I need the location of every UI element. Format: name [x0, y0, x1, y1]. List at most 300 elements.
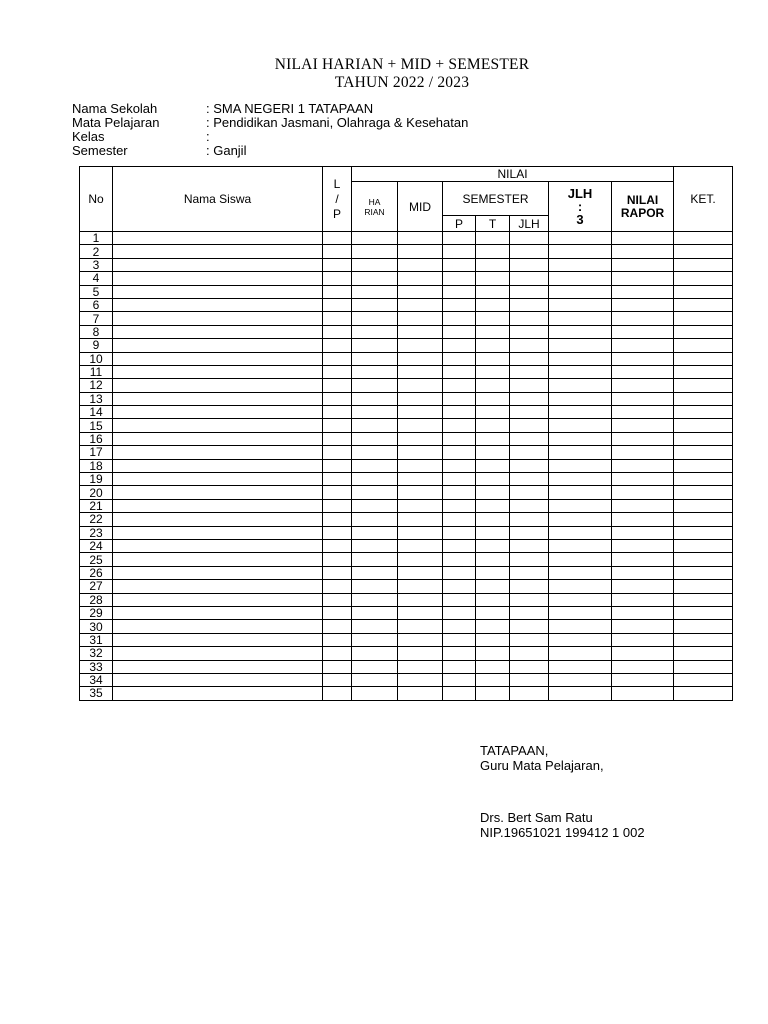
table-cell [398, 566, 443, 579]
table-cell [323, 473, 352, 486]
table-cell [674, 526, 733, 539]
table-cell [323, 232, 352, 245]
table-cell [612, 352, 674, 365]
table-cell [476, 539, 510, 552]
table-cell [352, 526, 398, 539]
header-nama-siswa: Nama Siswa [113, 167, 323, 232]
table-cell [398, 647, 443, 660]
table-cell [443, 352, 476, 365]
table-cell [323, 272, 352, 285]
header-nilai-rapor: NILAI RAPOR [612, 182, 674, 232]
table-cell [443, 473, 476, 486]
table-cell [398, 459, 443, 472]
table-cell [323, 687, 352, 700]
table-cell [674, 486, 733, 499]
grade-table [79, 166, 733, 701]
table-cell [323, 673, 352, 686]
table-cell [113, 620, 323, 633]
table-cell [612, 647, 674, 660]
table-cell [398, 432, 443, 445]
table-cell [476, 312, 510, 325]
table-cell [549, 513, 612, 526]
table-cell [674, 580, 733, 593]
row-number: 27 [80, 580, 113, 593]
table-cell [443, 419, 476, 432]
table-row [80, 620, 733, 633]
table-cell [612, 580, 674, 593]
row-number: 16 [80, 432, 113, 445]
table-cell [476, 298, 510, 311]
table-cell [113, 673, 323, 686]
table-cell [612, 593, 674, 606]
table-cell [476, 606, 510, 619]
table-cell [443, 312, 476, 325]
table-cell [612, 258, 674, 271]
table-cell [323, 379, 352, 392]
table-row [80, 660, 733, 673]
table-cell [113, 459, 323, 472]
table-cell [549, 459, 612, 472]
table-cell [476, 620, 510, 633]
table-cell [323, 660, 352, 673]
table-cell [352, 580, 398, 593]
table-cell [674, 352, 733, 365]
table-cell [612, 312, 674, 325]
table-row [80, 473, 733, 486]
table-cell [612, 473, 674, 486]
table-cell [549, 526, 612, 539]
table-cell [323, 432, 352, 445]
table-cell [476, 419, 510, 432]
row-number: 21 [80, 499, 113, 512]
table-cell [113, 633, 323, 646]
table-row [80, 339, 733, 352]
table-cell [443, 339, 476, 352]
table-row [80, 365, 733, 378]
table-cell [510, 459, 549, 472]
table-cell [549, 580, 612, 593]
table-cell [398, 258, 443, 271]
table-cell [443, 526, 476, 539]
table-cell [352, 379, 398, 392]
table-cell [549, 406, 612, 419]
table-cell [398, 660, 443, 673]
table-cell [398, 298, 443, 311]
table-cell [113, 379, 323, 392]
table-cell [476, 473, 510, 486]
table-cell [510, 298, 549, 311]
row-number: 23 [80, 526, 113, 539]
header-t: T [476, 216, 510, 232]
table-cell [113, 419, 323, 432]
table-cell [476, 392, 510, 405]
table-cell [113, 392, 323, 405]
table-cell [323, 580, 352, 593]
table-cell [476, 633, 510, 646]
table-cell [549, 272, 612, 285]
table-cell [549, 660, 612, 673]
table-cell [612, 339, 674, 352]
table-row [80, 606, 733, 619]
table-cell [549, 352, 612, 365]
table-cell [549, 473, 612, 486]
row-number: 20 [80, 486, 113, 499]
table-cell [443, 406, 476, 419]
table-cell [476, 446, 510, 459]
signature-place: TATAPAAN, [480, 743, 549, 758]
table-cell [549, 553, 612, 566]
header-no: No [80, 167, 113, 232]
table-cell [476, 325, 510, 338]
table-cell [443, 459, 476, 472]
header-lp: L / P [323, 167, 352, 232]
table-cell [352, 419, 398, 432]
table-cell [352, 513, 398, 526]
table-cell [398, 580, 443, 593]
info-label: Nama Sekolah [72, 101, 158, 116]
table-cell [612, 499, 674, 512]
table-cell [113, 553, 323, 566]
table-cell [476, 647, 510, 660]
table-cell [113, 473, 323, 486]
table-cell [398, 365, 443, 378]
table-cell [352, 473, 398, 486]
table-cell [352, 432, 398, 445]
table-cell [443, 432, 476, 445]
table-cell [674, 232, 733, 245]
table-cell [113, 432, 323, 445]
row-number: 11 [80, 365, 113, 378]
table-cell [476, 232, 510, 245]
table-cell [398, 379, 443, 392]
table-cell [510, 325, 549, 338]
table-cell [674, 446, 733, 459]
header-ket: KET. [674, 167, 733, 232]
table-cell [113, 232, 323, 245]
table-cell [510, 352, 549, 365]
table-cell [510, 566, 549, 579]
table-cell [612, 232, 674, 245]
table-cell [549, 232, 612, 245]
table-cell [323, 566, 352, 579]
table-cell [510, 232, 549, 245]
header-nilai: NILAI [352, 167, 674, 182]
table-cell [113, 499, 323, 512]
table-cell [510, 379, 549, 392]
table-cell [323, 513, 352, 526]
table-cell [352, 633, 398, 646]
table-cell [674, 272, 733, 285]
table-cell [352, 539, 398, 552]
info-label: Kelas [72, 129, 105, 144]
header-mid: MID [398, 182, 443, 232]
table-row [80, 459, 733, 472]
table-cell [113, 593, 323, 606]
table-cell [113, 687, 323, 700]
table-cell [323, 647, 352, 660]
table-cell [674, 673, 733, 686]
table-row [80, 392, 733, 405]
table-cell [476, 593, 510, 606]
table-cell [398, 272, 443, 285]
table-cell [398, 687, 443, 700]
table-cell [323, 365, 352, 378]
table-cell [443, 272, 476, 285]
table-cell [352, 593, 398, 606]
table-cell [443, 687, 476, 700]
table-cell [674, 419, 733, 432]
table-cell [674, 258, 733, 271]
table-cell [476, 432, 510, 445]
table-cell [476, 673, 510, 686]
table-cell [352, 325, 398, 338]
table-cell [443, 620, 476, 633]
table-cell [113, 312, 323, 325]
table-cell [352, 298, 398, 311]
table-cell [443, 673, 476, 686]
row-number: 3 [80, 258, 113, 271]
table-cell [443, 486, 476, 499]
table-cell [443, 285, 476, 298]
table-cell [510, 499, 549, 512]
table-row [80, 232, 733, 245]
table-cell [674, 339, 733, 352]
row-number: 7 [80, 312, 113, 325]
table-cell [510, 606, 549, 619]
table-row [80, 352, 733, 365]
table-cell [674, 687, 733, 700]
table-row [80, 245, 733, 258]
table-cell [398, 633, 443, 646]
table-cell [510, 365, 549, 378]
table-cell [674, 539, 733, 552]
table-cell [476, 379, 510, 392]
table-cell [398, 553, 443, 566]
row-number: 18 [80, 459, 113, 472]
table-cell [612, 566, 674, 579]
row-number: 10 [80, 352, 113, 365]
table-cell [674, 513, 733, 526]
table-cell [398, 352, 443, 365]
table-cell [398, 513, 443, 526]
table-cell [443, 245, 476, 258]
table-cell [113, 566, 323, 579]
table-cell [612, 526, 674, 539]
table-cell [398, 620, 443, 633]
table-cell [352, 258, 398, 271]
table-cell [674, 312, 733, 325]
row-number: 24 [80, 539, 113, 552]
table-cell [352, 620, 398, 633]
table-row [80, 513, 733, 526]
table-cell [443, 232, 476, 245]
table-row [80, 539, 733, 552]
table-row [80, 298, 733, 311]
table-row [80, 312, 733, 325]
table-cell [510, 392, 549, 405]
table-cell [476, 459, 510, 472]
table-cell [476, 660, 510, 673]
document-title: NILAI HARIAN + MID + SEMESTER [274, 56, 530, 73]
table-cell [476, 687, 510, 700]
row-number: 1 [80, 232, 113, 245]
table-cell [113, 352, 323, 365]
row-number: 13 [80, 392, 113, 405]
row-number: 5 [80, 285, 113, 298]
header-harian: HA RIAN [352, 182, 398, 232]
table-cell [352, 232, 398, 245]
table-cell [510, 526, 549, 539]
signature-nip: NIP.19651021 199412 1 002 [480, 825, 645, 840]
table-cell [443, 647, 476, 660]
table-cell [323, 258, 352, 271]
table-cell [113, 406, 323, 419]
table-cell [323, 553, 352, 566]
table-cell [674, 473, 733, 486]
row-number: 26 [80, 566, 113, 579]
table-cell [352, 486, 398, 499]
table-cell [476, 365, 510, 378]
row-number: 9 [80, 339, 113, 352]
table-cell [113, 539, 323, 552]
row-number: 33 [80, 660, 113, 673]
table-cell [549, 687, 612, 700]
table-row [80, 432, 733, 445]
table-cell [323, 620, 352, 633]
table-cell [443, 446, 476, 459]
table-cell [352, 687, 398, 700]
table-cell [443, 365, 476, 378]
table-cell [398, 473, 443, 486]
table-row [80, 486, 733, 499]
table-cell [443, 580, 476, 593]
table-cell [352, 647, 398, 660]
table-cell [443, 258, 476, 271]
signature-role: Guru Mata Pelajaran, [480, 758, 604, 773]
table-cell [510, 473, 549, 486]
table-cell [398, 606, 443, 619]
table-cell [352, 365, 398, 378]
table-cell [443, 566, 476, 579]
table-cell [510, 432, 549, 445]
table-cell [398, 325, 443, 338]
table-cell [323, 325, 352, 338]
table-cell [113, 272, 323, 285]
info-value: : SMA NEGERI 1 TATAPAAN [206, 101, 374, 116]
table-cell [113, 647, 323, 660]
table-row [80, 379, 733, 392]
table-cell [510, 647, 549, 660]
table-row [80, 285, 733, 298]
table-row [80, 687, 733, 700]
table-cell [398, 285, 443, 298]
table-cell [352, 272, 398, 285]
row-number: 28 [80, 593, 113, 606]
table-cell [674, 392, 733, 405]
table-cell [323, 499, 352, 512]
table-cell [674, 298, 733, 311]
table-cell [549, 539, 612, 552]
table-cell [443, 325, 476, 338]
table-cell [323, 339, 352, 352]
table-cell [352, 459, 398, 472]
table-cell [323, 606, 352, 619]
table-cell [323, 446, 352, 459]
table-cell [612, 298, 674, 311]
table-cell [674, 499, 733, 512]
row-number: 19 [80, 473, 113, 486]
table-cell [443, 539, 476, 552]
table-cell [674, 365, 733, 378]
table-cell [113, 245, 323, 258]
table-cell [549, 606, 612, 619]
table-row [80, 272, 733, 285]
table-cell [323, 312, 352, 325]
table-cell [443, 499, 476, 512]
table-cell [510, 245, 549, 258]
table-cell [549, 620, 612, 633]
row-number: 6 [80, 298, 113, 311]
table-cell [612, 459, 674, 472]
table-cell [674, 647, 733, 660]
table-cell [510, 673, 549, 686]
table-cell [549, 392, 612, 405]
info-value: : Ganjil [206, 143, 247, 158]
table-cell [510, 339, 549, 352]
table-cell [549, 633, 612, 646]
table-cell [352, 285, 398, 298]
table-row [80, 553, 733, 566]
table-cell [476, 272, 510, 285]
table-cell [323, 486, 352, 499]
table-cell [612, 687, 674, 700]
table-cell [612, 486, 674, 499]
table-cell [549, 245, 612, 258]
table-row [80, 593, 733, 606]
table-cell [398, 406, 443, 419]
table-cell [674, 406, 733, 419]
table-cell [323, 245, 352, 258]
table-cell [549, 365, 612, 378]
table-cell [510, 513, 549, 526]
table-cell [476, 566, 510, 579]
table-cell [398, 232, 443, 245]
table-cell [674, 432, 733, 445]
table-cell [674, 459, 733, 472]
table-cell [352, 499, 398, 512]
table-cell [476, 245, 510, 258]
table-cell [549, 499, 612, 512]
row-number: 4 [80, 272, 113, 285]
table-row [80, 647, 733, 660]
table-cell [612, 513, 674, 526]
table-row [80, 406, 733, 419]
table-cell [352, 312, 398, 325]
table-cell [113, 298, 323, 311]
table-cell [352, 660, 398, 673]
row-number: 2 [80, 245, 113, 258]
table-cell [612, 539, 674, 552]
table-cell [549, 419, 612, 432]
table-cell [352, 673, 398, 686]
table-cell [113, 606, 323, 619]
table-cell [510, 580, 549, 593]
table-cell [510, 406, 549, 419]
table-cell [549, 258, 612, 271]
table-cell [476, 580, 510, 593]
table-cell [674, 606, 733, 619]
table-cell [510, 446, 549, 459]
